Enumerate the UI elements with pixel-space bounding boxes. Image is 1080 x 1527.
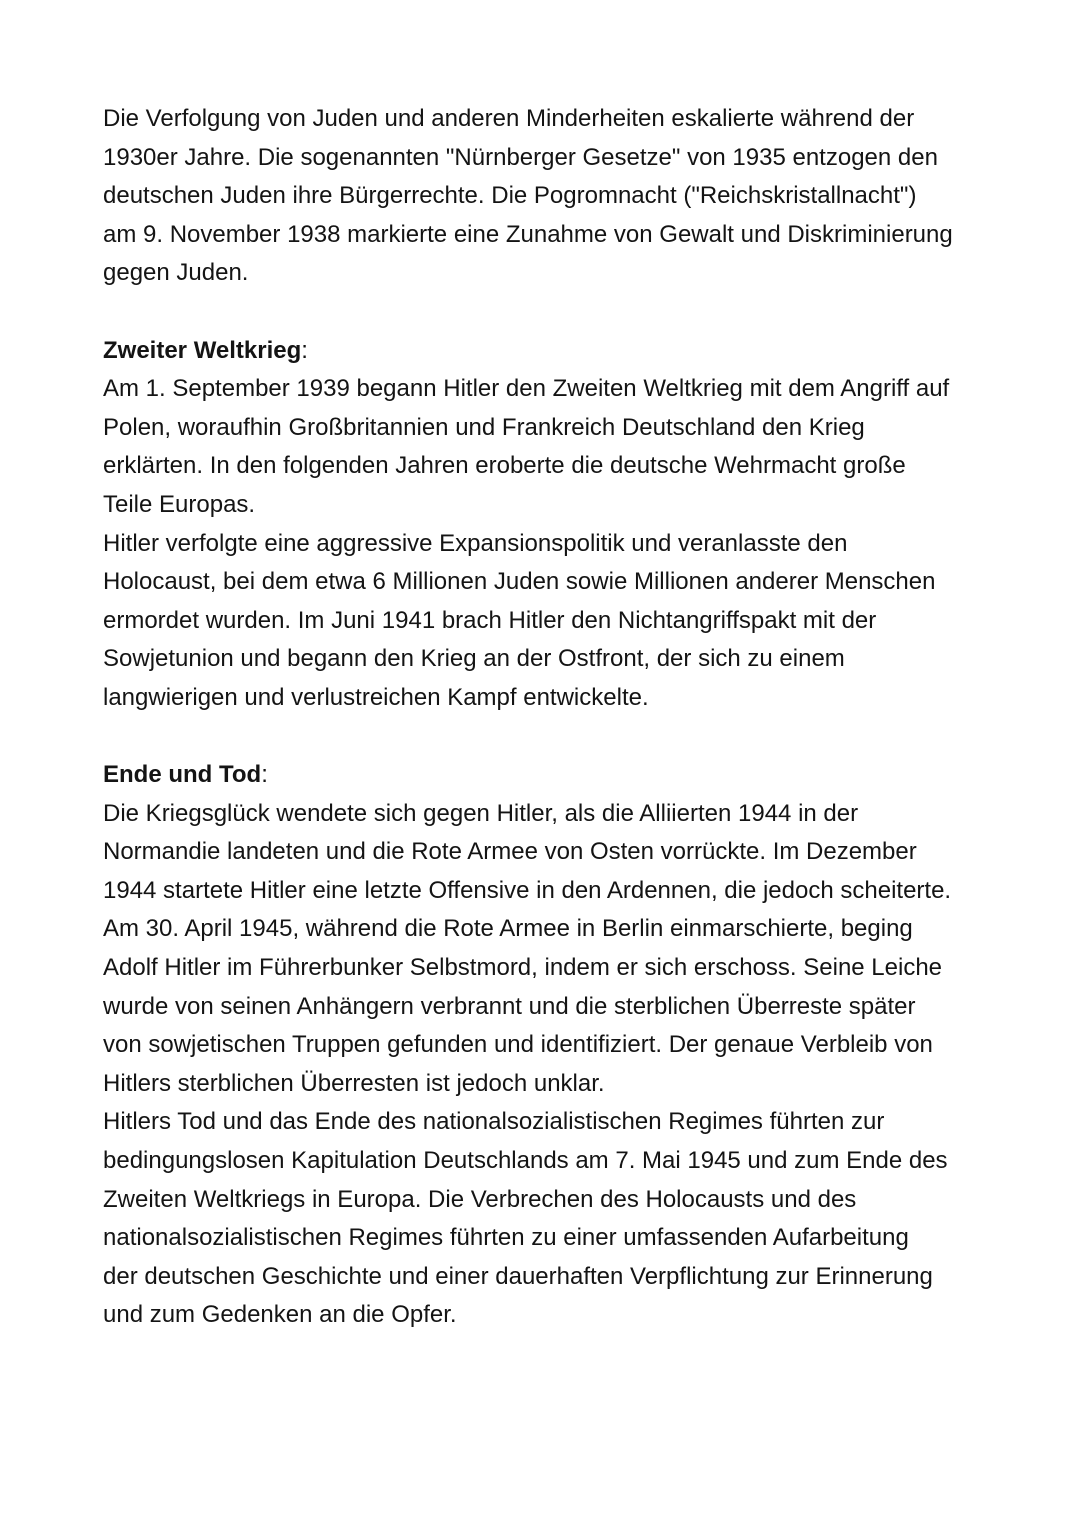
text-line: der deutschen Geschichte und einer dauerhaften Verpflichtung zur Erinnerung [103,1262,933,1290]
text-line: und zum Gedenken an die Opfer. [103,1301,457,1329]
text-line: ermordet wurden. Im Juni 1941 brach Hitler den Nichtangriffspakt mit der [103,606,877,634]
text-line: gegen Juden. [103,259,249,287]
text-line: Holocaust, bei dem etwa 6 Millionen Juden sowie Millionen anderer Menschen [103,568,936,596]
text-line: Am 30. April 1945, während die Rote Armee in Berlin einmarschierte, beging [103,915,913,943]
ende-paragraph [103,795,1003,1335]
text-line: Polen, woraufhin Großbritannien und Frankreich Deutschland den Krieg [103,413,865,441]
text-line: bedingungslosen Kapitulation Deutschlands am 7. Mai 1945 und zum Ende des [103,1147,948,1175]
intro-paragraph [103,100,1003,293]
heading-colon: : [301,336,308,364]
text-line: 1930er Jahre. Die sogenannten "Nürnberger Gesetze" von 1935 entzogen den [103,143,938,171]
section-heading-ende [103,756,1003,795]
document-page [103,100,1003,1335]
text-line: am 9. November 1938 markierte eine Zunahme von Gewalt und Diskriminierung [103,220,953,248]
text-line: langwierigen und verlustreichen Kampf entwickelte. [103,683,649,711]
text-line: nationalsozialistischen Regimes führten zu einer umfassenden Aufarbeitung [103,1224,909,1252]
weltkrieg-paragraph [103,370,1003,717]
heading-text: Ende und Tod [103,761,262,789]
heading-text: Zweiter Weltkrieg [103,336,302,364]
text-line: Zweiten Weltkriegs in Europa. Die Verbrechen des Holocausts und des [103,1185,857,1213]
text-line: Normandie landeten und die Rote Armee von Osten vorrückte. Im Dezember [103,838,917,866]
text-line: Die Kriegsglück wendete sich gegen Hitler, als die Alliierten 1944 in der [103,799,859,827]
heading-colon: : [261,761,268,789]
text-line: wurde von seinen Anhängern verbrannt und die sterblichen Überreste später [103,992,916,1020]
text-line: Hitlers Tod und das Ende des nationalsozialistischen Regimes führten zur [103,1108,885,1136]
text-line: Adolf Hitler im Führerbunker Selbstmord, indem er sich erschoss. Seine Leiche [103,954,943,982]
text-line: deutschen Juden ihre Bürgerrechte. Die Pogromnacht ("Reichskristallnacht") [103,182,917,210]
paragraph-spacer [103,718,1003,757]
text-line: Am 1. September 1939 begann Hitler den Zweiten Weltkrieg mit dem Angriff auf [103,375,950,403]
text-line: Die Verfolgung von Juden und anderen Minderheiten eskalierte während der [103,105,915,132]
text-line: erklärten. In den folgenden Jahren eroberte die deutsche Wehrmacht große [103,452,906,480]
text-line: Teile Europas. [103,490,256,518]
paragraph-spacer [103,293,1003,332]
text-line: Sowjetunion und begann den Krieg an der Ostfront, der sich zu einem [103,645,845,673]
text-line: Hitler verfolgte eine aggressive Expansionspolitik und veranlasste den [103,529,848,557]
text-line: von sowjetischen Truppen gefunden und identifiziert. Der genaue Verbleib von [103,1031,933,1059]
text-line: Hitlers sterblichen Überresten ist jedoch unklar. [103,1069,605,1097]
text-line: 1944 startete Hitler eine letzte Offensive in den Ardennen, die jedoch scheiterte. [103,876,952,904]
section-heading-weltkrieg [103,332,1003,371]
